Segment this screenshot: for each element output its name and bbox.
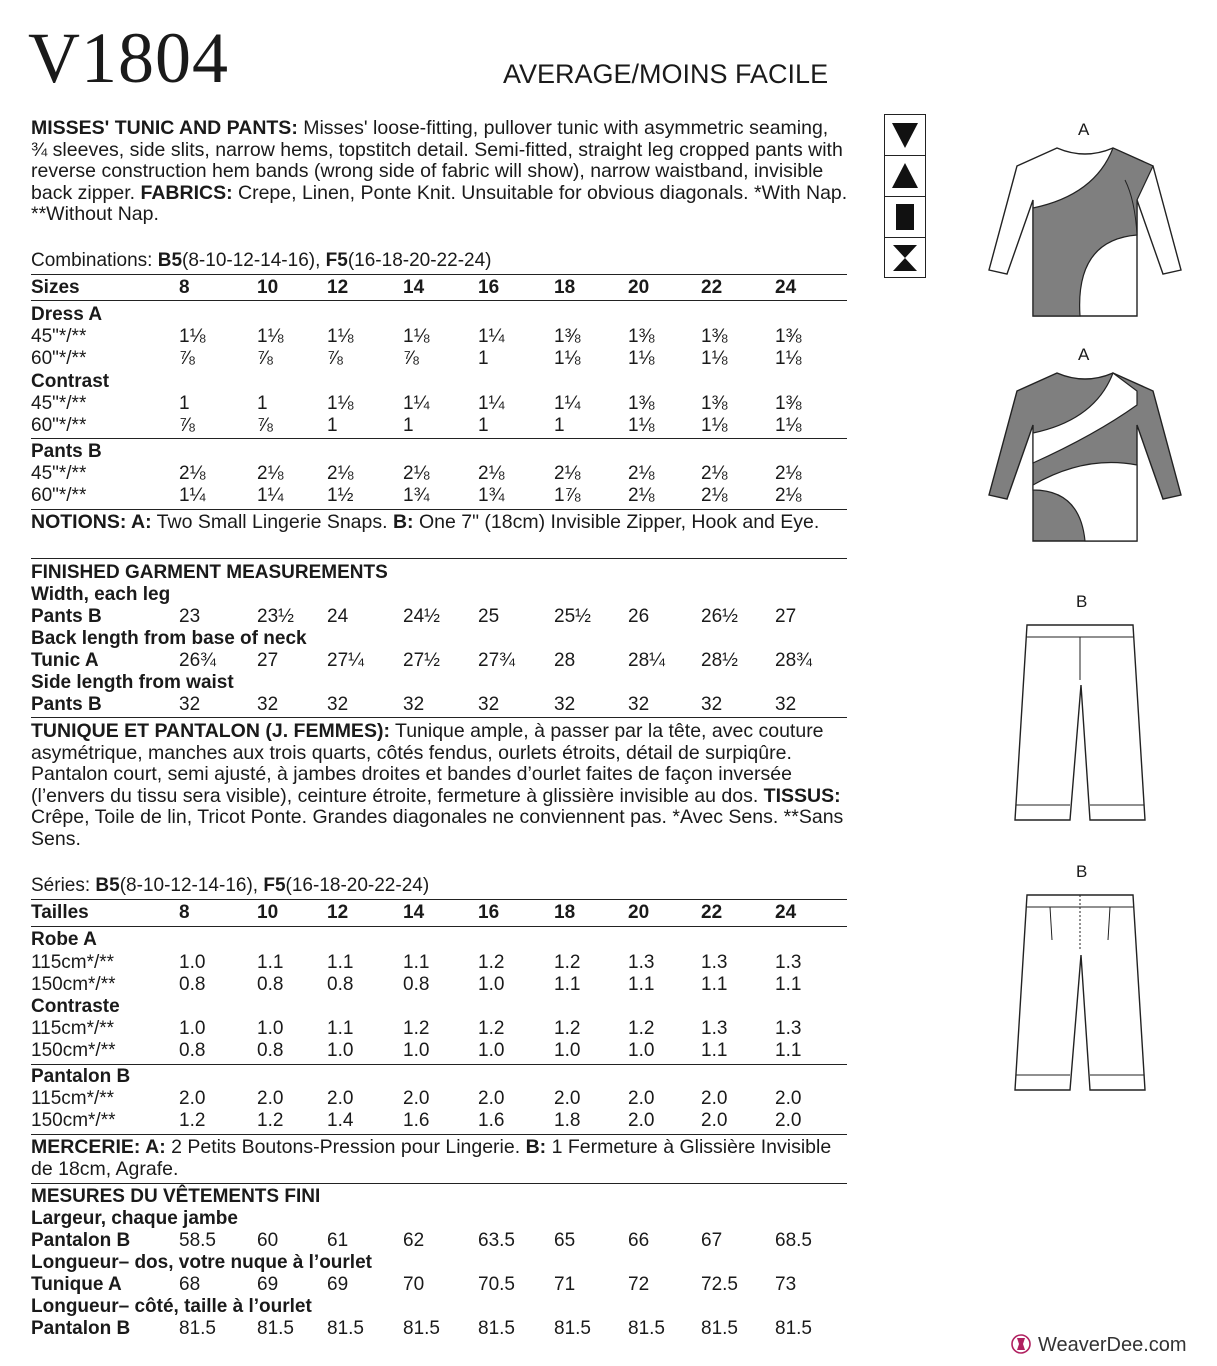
table-cell: 1½ (327, 485, 354, 506)
table-cell: 14 (403, 902, 425, 923)
table-cell: 1.0 (554, 1040, 581, 1061)
triangle-up-icon (885, 156, 925, 197)
table-cell: 20 (628, 902, 650, 923)
divider (31, 1134, 847, 1135)
table-cell: 18 (554, 277, 576, 298)
table-cell: 1⅛ (775, 415, 802, 436)
divider (31, 1183, 847, 1184)
table-row (31, 463, 851, 485)
table-cell: ⅞ (257, 348, 273, 369)
table-cell: 2.0 (554, 1088, 581, 1109)
table-row (31, 393, 851, 415)
table-cell: 60 (257, 1230, 279, 1251)
section-label (31, 628, 851, 650)
table-row (31, 1088, 851, 1110)
table-cell: 71 (554, 1274, 576, 1295)
table-cell: 2.0 (257, 1088, 284, 1109)
table-cell: 32 (775, 694, 797, 715)
row-label: 115cm*/** (31, 1088, 115, 1109)
table-cell: 1¾ (478, 485, 505, 506)
section-label (31, 1208, 851, 1230)
table-cell: 70 (403, 1274, 425, 1295)
table-cell: 1.0 (179, 1018, 206, 1039)
table-cell: 1⅛ (554, 348, 581, 369)
table-cell: 2⅛ (701, 485, 728, 506)
row-label: 60"*/** (31, 485, 87, 506)
table-cell: 16 (478, 902, 500, 923)
table-cell: 68 (179, 1274, 201, 1295)
table-row (31, 650, 851, 672)
table-cell: 81.5 (403, 1318, 440, 1339)
table-cell: 66 (628, 1230, 650, 1251)
table-cell: 69 (257, 1274, 279, 1295)
table-cell: 1.3 (701, 952, 728, 973)
divider (31, 509, 847, 510)
table-row (31, 1318, 851, 1340)
table-cell: 1.0 (257, 1018, 284, 1039)
table-cell: 0.8 (257, 974, 284, 995)
sizes-header (31, 902, 851, 924)
table-cell: 0.8 (403, 974, 430, 995)
table-cell: 1⅛ (403, 326, 430, 347)
table-cell: 1⅜ (628, 326, 655, 347)
table-cell: 81.5 (327, 1318, 364, 1339)
table-cell: 14 (403, 277, 425, 298)
pattern-number: V1804 (28, 18, 229, 98)
table-cell: 0.8 (179, 1040, 206, 1061)
table-cell: 1⅜ (554, 326, 581, 347)
table-cell: 1⅞ (554, 485, 581, 506)
row-label: Pants B (31, 606, 102, 627)
row-label: 60"*/** (31, 348, 87, 369)
row-label: 115cm*/** (31, 952, 115, 973)
table-cell: 22 (701, 902, 723, 923)
row-label: Pantalon B (31, 1230, 131, 1251)
row-label: 115cm*/** (31, 1018, 115, 1039)
table-cell: 32 (701, 694, 723, 715)
row-label: FINISHED GARMENT MEASUREMENTS (31, 562, 388, 583)
section-label (31, 441, 851, 463)
table-cell: 1 (179, 393, 190, 414)
row-label: 150cm*/** (31, 1110, 116, 1131)
pants-b-back-illustration (1005, 885, 1155, 1105)
sizes-header (31, 277, 851, 299)
table-cell: 1.8 (554, 1110, 581, 1131)
table-cell: 72 (628, 1274, 650, 1295)
table-cell: 73 (775, 1274, 797, 1295)
table-cell: 1.1 (403, 952, 430, 973)
divider (31, 926, 847, 927)
table-cell: 24 (327, 606, 349, 627)
table-cell: 24 (775, 902, 797, 923)
table-cell: 2⅛ (327, 463, 354, 484)
table-cell: ⅞ (257, 415, 273, 436)
table-cell: 1⅛ (701, 348, 728, 369)
table-cell: 28¼ (628, 650, 665, 671)
table-cell: 1.0 (327, 1040, 354, 1061)
table-cell: 32 (554, 694, 576, 715)
row-label: Largeur, chaque jambe (31, 1208, 238, 1229)
table-cell: 1⅛ (179, 326, 206, 347)
table-cell: 1 (478, 348, 489, 369)
table-cell: 22 (701, 277, 723, 298)
section-label (31, 1066, 851, 1088)
table-cell: 1¼ (257, 485, 284, 506)
table-cell: 2.0 (775, 1088, 802, 1109)
row-label: Pants B (31, 441, 102, 462)
table-cell: 32 (628, 694, 650, 715)
triangle-down-icon (885, 115, 925, 156)
series-line: Séries: B5(8-10-12-14-16), F5(16-18-20-22-24) (31, 875, 430, 896)
table-cell: 2⅛ (628, 485, 655, 506)
table-cell: 26½ (701, 606, 738, 627)
table-cell: 1.0 (478, 974, 505, 995)
table-cell: 1 (478, 415, 489, 436)
table-cell: 1.1 (327, 1018, 354, 1039)
table-cell: 81.5 (554, 1318, 591, 1339)
table-cell: 62 (403, 1230, 425, 1251)
divider (31, 274, 847, 275)
row-label: Back length from base of neck (31, 628, 307, 649)
table-cell: 2.0 (701, 1088, 728, 1109)
table-cell: 1.6 (403, 1110, 430, 1131)
table-cell: 1¼ (478, 326, 505, 347)
table-cell: 1⅛ (701, 415, 728, 436)
row-label: Width, each leg (31, 584, 171, 605)
table-cell: 1 (403, 415, 414, 436)
table-cell: 0.8 (179, 974, 206, 995)
table-cell: 27¾ (478, 650, 515, 671)
table-cell: 1¾ (403, 485, 430, 506)
row-label: Side length from waist (31, 672, 234, 693)
row-label: 150cm*/** (31, 1040, 116, 1061)
combinations-line: Combinations: B5(8-10-12-14-16), F5(16-18-20-22-24) (31, 250, 492, 271)
table-cell: 1.2 (478, 952, 505, 973)
table-cell: 32 (257, 694, 279, 715)
difficulty-label: AVERAGE/MOINS FACILE (503, 59, 829, 89)
table-cell: 28½ (701, 650, 738, 671)
table-cell: 1¼ (554, 393, 581, 414)
table-row (31, 1230, 851, 1252)
table-cell: 1 (257, 393, 268, 414)
table-cell: 32 (179, 694, 201, 715)
row-label: 45"*/** (31, 393, 87, 414)
row-label: Pants B (31, 694, 102, 715)
table-cell: 0.8 (327, 974, 354, 995)
row-label: Dress A (31, 304, 103, 325)
table-cell: 2⅛ (403, 463, 430, 484)
dressform-icon (1010, 1333, 1032, 1355)
table-cell: ⅞ (179, 348, 195, 369)
table-row (31, 1018, 851, 1040)
table-cell: 10 (257, 902, 279, 923)
divider (31, 438, 847, 439)
table-cell: 1.1 (257, 952, 284, 973)
table-cell: 1.0 (403, 1040, 430, 1061)
row-label: 150cm*/** (31, 974, 116, 995)
divider (31, 899, 847, 900)
table-cell: 1.1 (775, 1040, 802, 1061)
table-cell: 2.0 (628, 1088, 655, 1109)
table-cell: 1¼ (478, 393, 505, 414)
table-cell: 2.0 (179, 1088, 206, 1109)
table-cell: 81.5 (775, 1318, 812, 1339)
table-cell: 1.2 (554, 952, 581, 973)
table-cell: 8 (179, 902, 190, 923)
description-title: TUNIQUE ET PANTALON (J. FEMMES): (31, 720, 390, 742)
table-cell: 1⅜ (775, 393, 802, 414)
pants-b-front-illustration (1005, 615, 1155, 835)
table-cell: 70.5 (478, 1274, 515, 1295)
section-label (31, 1296, 851, 1318)
row-label: Sizes (31, 277, 80, 298)
symbol-legend (884, 114, 926, 278)
table-cell: 2⅛ (775, 463, 802, 484)
row-label: Contraste (31, 996, 120, 1017)
table-cell: 2⅛ (478, 463, 505, 484)
table-cell: 2⅛ (701, 463, 728, 484)
table-cell: 32 (403, 694, 425, 715)
table-cell: 12 (327, 277, 349, 298)
table-cell: 2⅛ (179, 463, 206, 484)
row-label: Longueur– dos, votre nuque à l’ourlet (31, 1252, 372, 1273)
section-label (31, 304, 851, 326)
view-label: A (1078, 120, 1090, 139)
table-cell: 27 (257, 650, 279, 671)
table-row (31, 485, 851, 507)
row-label: 60"*/** (31, 415, 87, 436)
table-cell: 1.2 (478, 1018, 505, 1039)
table-row (31, 1110, 851, 1132)
table-cell: 25 (478, 606, 500, 627)
table-cell: 1 (327, 415, 338, 436)
row-label: Tunique A (31, 1274, 122, 1295)
table-row (31, 1040, 851, 1062)
table-cell: 24 (775, 277, 797, 298)
table-cell: 23½ (257, 606, 294, 627)
table-cell: 1⅜ (701, 326, 728, 347)
table-cell: 1⅛ (257, 326, 284, 347)
table-cell: 1⅜ (628, 393, 655, 414)
fabrics-label: TISSUS: (763, 784, 841, 807)
watermark: WeaverDee.com (1010, 1333, 1187, 1357)
table-cell: 26¾ (179, 650, 216, 671)
table-cell: 10 (257, 277, 279, 298)
section-label (31, 996, 851, 1018)
row-label: Pantalon B (31, 1066, 131, 1087)
table-row (31, 952, 851, 974)
table-cell: 1.6 (478, 1110, 505, 1131)
notions-text: NOTIONS: A: Two Small Lingerie Snaps. B: One 7" (18cm) Invisible Zipper, Hook and Eye. (31, 511, 820, 533)
table-cell: 32 (327, 694, 349, 715)
table-cell: ⅞ (327, 348, 343, 369)
table-cell: 1¼ (403, 393, 430, 414)
hourglass-icon (885, 238, 925, 278)
table-cell: 67 (701, 1230, 723, 1251)
tunic-a-light-illustration (985, 140, 1185, 325)
fabrics-label: FABRICS: (140, 181, 233, 204)
table-cell: 1⅛ (327, 393, 354, 414)
table-cell: 1.1 (701, 1040, 728, 1061)
table-cell: 1.1 (327, 952, 354, 973)
row-label: Pantalon B (31, 1318, 131, 1339)
table-row (31, 415, 851, 437)
square-icon (885, 197, 925, 238)
divider (31, 1064, 847, 1065)
table-cell: 58.5 (179, 1230, 216, 1251)
table-cell: 1⅛ (628, 348, 655, 369)
table-cell: 1.3 (775, 952, 802, 973)
table-cell: 2.0 (478, 1088, 505, 1109)
table-cell: 23 (179, 606, 201, 627)
description-fr: TUNIQUE ET PANTALON (J. FEMMES): Tunique ample, à passer par la tête, avec couture asymétrique, manches aux trois quarts, côtés fendus, ourlets étroits, détail de surpiqûre. Pantalon court, semi ajusté, à jambes droites et bandes d’ourlet faites de façon inversée (l’envers du tissu sera visible), ceinture étroite, fermeture à glissière invisible au dos. TISSUS: Crêpe, Toile de lin, Tricot Ponte. Grandes diagonales ne conviennent pas. *Avec Sens. **Sans Sens. (31, 720, 844, 850)
table-cell: 1⅛ (775, 348, 802, 369)
table-cell: 1.3 (628, 952, 655, 973)
table-cell: 24½ (403, 606, 440, 627)
table-cell: 1⅜ (775, 326, 802, 347)
table-cell: 81.5 (701, 1318, 738, 1339)
row-label: 45"*/** (31, 463, 87, 484)
section-label (31, 929, 851, 951)
table-cell: 16 (478, 277, 500, 298)
view-label: B (1076, 592, 1088, 611)
table-cell: 81.5 (179, 1318, 216, 1339)
section-label (31, 371, 851, 393)
table-cell: 1.3 (701, 1018, 728, 1039)
table-row (31, 326, 851, 348)
table-cell: 1 (554, 415, 565, 436)
table-cell: 2.0 (628, 1110, 655, 1131)
table-row (31, 348, 851, 370)
table-cell: 1.0 (478, 1040, 505, 1061)
table-cell: 1.2 (257, 1110, 284, 1131)
section-title (31, 562, 851, 584)
table-cell: 1⅛ (628, 415, 655, 436)
table-cell: 1.2 (179, 1110, 206, 1131)
table-cell: 25½ (554, 606, 591, 627)
table-cell: 27 (775, 606, 797, 627)
table-cell: 1.4 (327, 1110, 354, 1131)
table-cell: 0.8 (257, 1040, 284, 1061)
table-cell: 63.5 (478, 1230, 515, 1251)
table-cell: 1.1 (775, 974, 802, 995)
table-cell: 1.2 (628, 1018, 655, 1039)
table-cell: 68.5 (775, 1230, 812, 1251)
section-label (31, 672, 851, 694)
table-cell: 2.0 (775, 1110, 802, 1131)
table-cell: 8 (179, 277, 190, 298)
table-cell: 2⅛ (628, 463, 655, 484)
table-cell: ⅞ (403, 348, 419, 369)
row-label: Robe A (31, 929, 97, 950)
table-row (31, 606, 851, 628)
table-cell: 2⅛ (257, 463, 284, 484)
section-title (31, 1186, 851, 1208)
table-cell: 32 (478, 694, 500, 715)
table-cell: 81.5 (478, 1318, 515, 1339)
table-cell: 1⅛ (327, 326, 354, 347)
description-en: MISSES' TUNIC AND PANTS: Misses' loose-fitting, pullover tunic with asymmetric seaming, ¾ sleeves, side slits, narrow hems, topstitch detail. Semi-fitted, straight leg cropped pants with reverse construction hem bands (wrong side of fabric will show), narrow waistband, invisible back zipper. FABRICS: Crepe, Linen, Ponte Knit. Unsuitable for obvious diagonals. *With Nap. **Without Nap. (31, 117, 848, 226)
view-label: A (1078, 345, 1090, 364)
table-cell: 1.1 (554, 974, 581, 995)
row-label: Contrast (31, 371, 110, 392)
table-cell: 81.5 (257, 1318, 294, 1339)
table-cell: 18 (554, 902, 576, 923)
table-cell: 72.5 (701, 1274, 738, 1295)
table-cell: 1.1 (701, 974, 728, 995)
table-cell: 1.2 (554, 1018, 581, 1039)
divider (31, 558, 847, 559)
table-cell: 1.1 (628, 974, 655, 995)
divider (31, 300, 847, 301)
row-label: Tunic A (31, 650, 99, 671)
table-cell: 2.0 (403, 1088, 430, 1109)
table-row (31, 1274, 851, 1296)
table-cell: 61 (327, 1230, 349, 1251)
table-cell: 1.0 (628, 1040, 655, 1061)
table-cell: 2⅛ (554, 463, 581, 484)
divider (31, 717, 847, 718)
table-cell: 65 (554, 1230, 576, 1251)
row-label: Longueur– côté, taille à l’ourlet (31, 1296, 312, 1317)
table-cell: 27¼ (327, 650, 364, 671)
table-cell: 2.0 (327, 1088, 354, 1109)
table-cell: 20 (628, 277, 650, 298)
table-row (31, 694, 851, 716)
table-cell: 81.5 (628, 1318, 665, 1339)
table-cell: 28¾ (775, 650, 812, 671)
table-cell: 1¼ (179, 485, 206, 506)
table-cell: 1⅜ (701, 393, 728, 414)
table-cell: 26 (628, 606, 650, 627)
tunic-a-dark-illustration (985, 365, 1185, 550)
table-cell: 2⅛ (775, 485, 802, 506)
table-cell: 1.3 (775, 1018, 802, 1039)
row-label: MESURES DU VÊTEMENTS FINI (31, 1186, 321, 1207)
table-cell: 12 (327, 902, 349, 923)
table-cell: 69 (327, 1274, 349, 1295)
table-cell: 1.2 (403, 1018, 430, 1039)
table-cell: 1.0 (179, 952, 206, 973)
section-label (31, 584, 851, 606)
row-label: 45"*/** (31, 326, 87, 347)
table-row (31, 974, 851, 996)
section-label (31, 1252, 851, 1274)
description-title: MISSES' TUNIC AND PANTS: (31, 117, 298, 139)
table-cell: 2.0 (701, 1110, 728, 1131)
table-cell: ⅞ (179, 415, 195, 436)
notions-text: MERCERIE: A: 2 Petits Boutons-Pression pour Lingerie. B: 1 Fermeture à Glissière Invisible de 18cm, Agrafe. (31, 1136, 832, 1180)
row-label: Tailles (31, 902, 89, 923)
view-label: B (1076, 862, 1088, 881)
table-cell: 27½ (403, 650, 440, 671)
table-cell: 28 (554, 650, 576, 671)
